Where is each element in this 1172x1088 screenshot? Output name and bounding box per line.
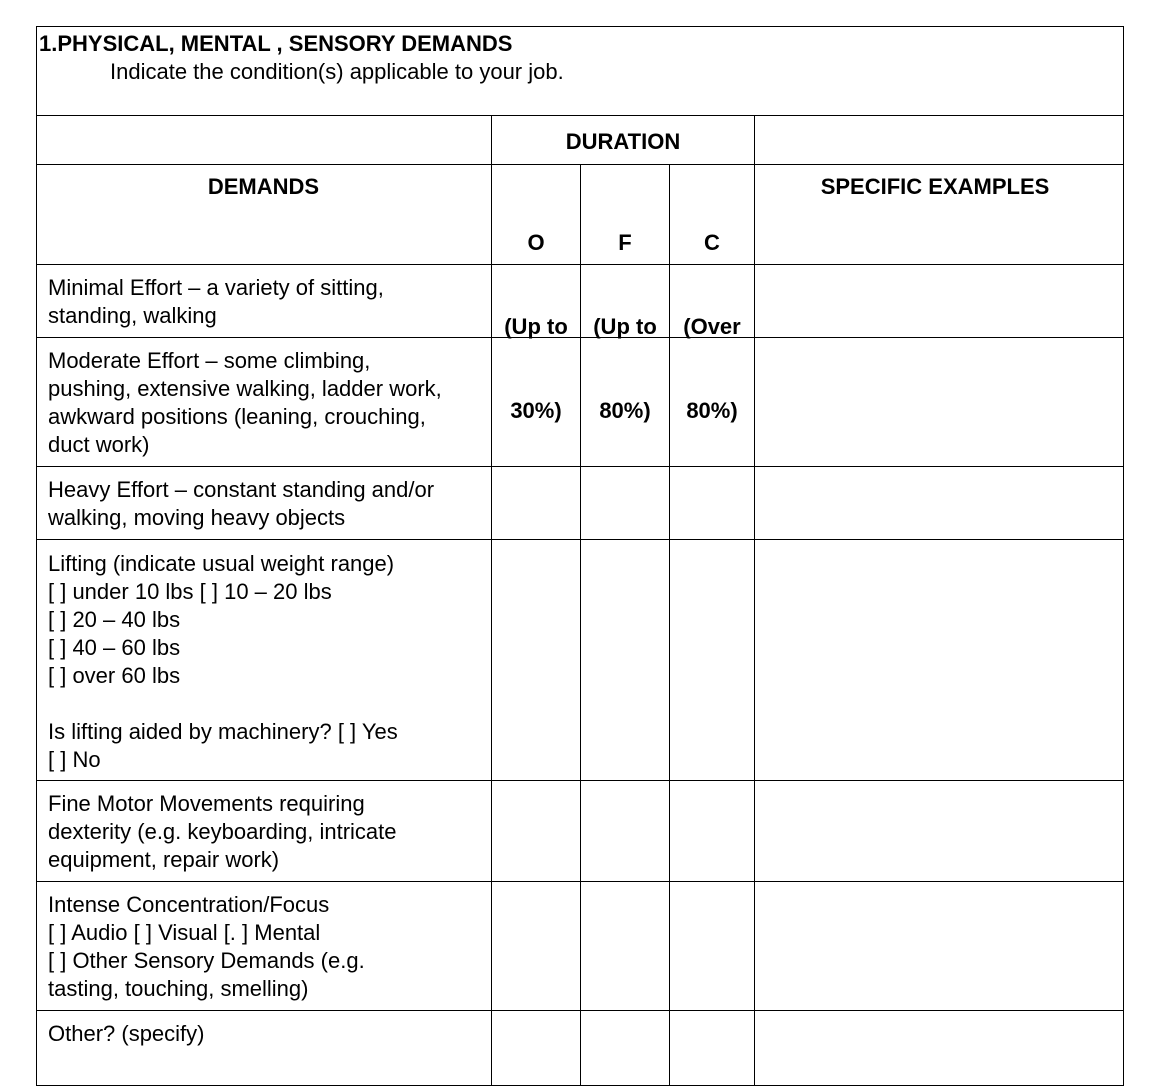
demands-header: DEMANDS bbox=[207, 174, 320, 199]
demand-other: Other? (specify) bbox=[48, 1021, 205, 1046]
duration-f-header bbox=[581, 173, 669, 481]
duration-header: DURATION bbox=[565, 129, 681, 154]
duration-f-range-2: 80%) bbox=[599, 398, 651, 423]
duration-o-range-2: 30%) bbox=[510, 398, 562, 423]
specific-examples-header: SPECIFIC EXAMPLES bbox=[820, 174, 1050, 199]
demand-concentration: Intense Concentration/Focus [ ] Audio [ ] Visual [. ] Mental [ ] Other Sensory Demands (e.g. tasting, touching, smelling) bbox=[48, 892, 365, 1001]
demand-moderate-effort: Moderate Effort – some climbing, pushing, extensive walking, ladder work, awkward positions (leaning, crouching, duct work) bbox=[48, 348, 442, 457]
duration-o-header bbox=[492, 173, 580, 481]
section-instruction: Indicate the condition(s) applicable to your job. bbox=[110, 59, 564, 84]
border-right bbox=[1123, 26, 1124, 1086]
duration-f-range-1: (Up to bbox=[593, 314, 657, 339]
col-divider-c bbox=[754, 115, 755, 1086]
section-title: 1.PHYSICAL, MENTAL , SENSORY DEMANDS bbox=[39, 31, 513, 56]
rule-header-top bbox=[36, 115, 1124, 116]
duration-o-range-1: (Up to bbox=[504, 314, 568, 339]
duration-c-range-2: 80%) bbox=[686, 398, 738, 423]
border-top bbox=[36, 26, 1124, 27]
duration-c-letter: C bbox=[704, 230, 720, 255]
duration-o-letter: O bbox=[527, 230, 545, 255]
demand-lifting: Lifting (indicate usual weight range) [ ] under 10 lbs [ ] 10 – 20 lbs [ ] 20 – 40 lbs [ ] 40 – 60 lbs [ ] over 60 lbs Is lifting aided by machinery? [ ] Yes [ ] No bbox=[48, 551, 398, 772]
demand-fine-motor: Fine Motor Movements requiring dexterity (e.g. keyboarding, intricate equipment, repair work) bbox=[48, 791, 397, 872]
duration-c-range-1: (Over bbox=[683, 314, 741, 339]
demand-heavy-effort: Heavy Effort – constant standing and/or walking, moving heavy objects bbox=[48, 477, 435, 530]
demands-form bbox=[36, 26, 1124, 1086]
duration-f-letter: F bbox=[618, 230, 632, 255]
duration-c-header bbox=[670, 173, 754, 481]
demand-minimal-effort: Minimal Effort – a variety of sitting, standing, walking bbox=[48, 275, 384, 328]
